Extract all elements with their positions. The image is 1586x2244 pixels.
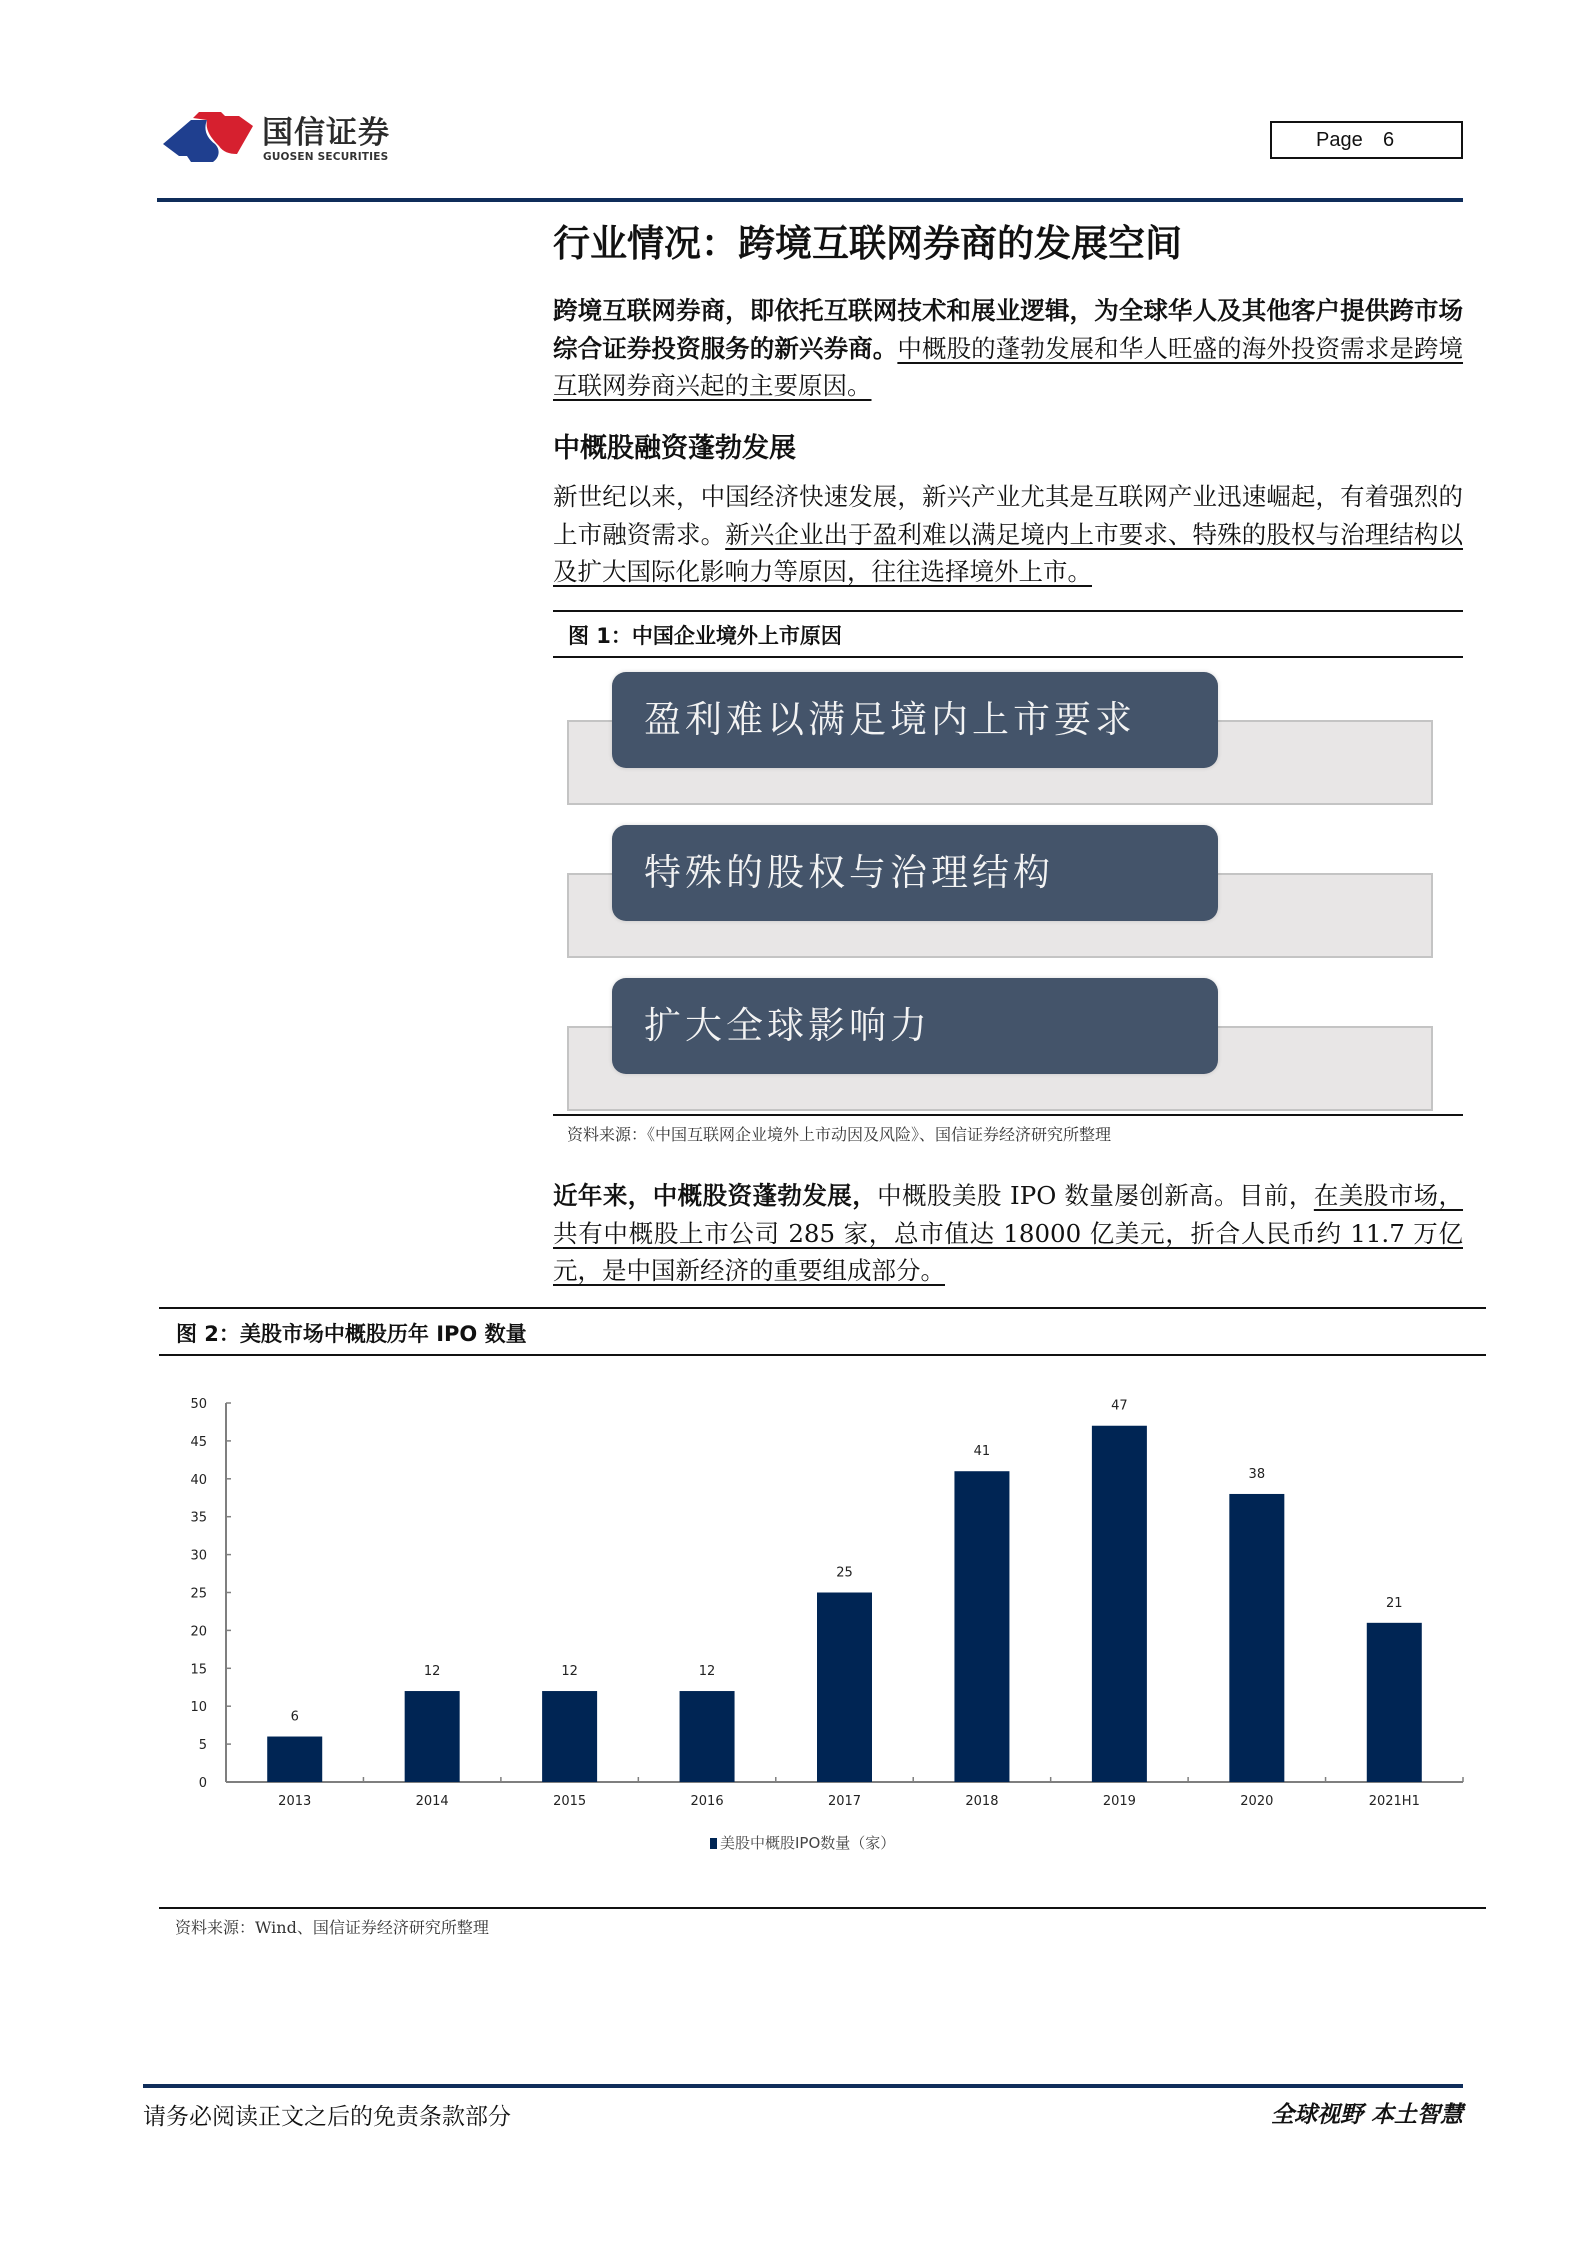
intro-paragraph [553,292,1463,405]
legend-label: 美股中概股IPO数量（家） [720,1834,896,1852]
bar [405,1691,460,1782]
chart-legend [710,1832,895,1853]
page-indicator [1270,121,1463,159]
figure1-source: 资料来源：《中国互联网企业境外上市动因及风险》、国信证券经济研究所整理 [567,1125,1112,1144]
ipo-plain-text: 中概股美股 IPO 数量屡创新高。目前， [877,1181,1314,1210]
legend-swatch [710,1838,717,1849]
section-plain-text: 新世纪以来，中国经济快速发展，新兴产业尤其是互联网产业迅速崛起，有着强烈的上市融资需求。 [553,482,1463,549]
section-paragraph [553,478,1463,591]
figure1-title-rule [553,656,1463,658]
intro-bold-text: 跨境互联网券商，即依托互联网技术和展业逻辑，为全球华人及其他客户提供跨市场综合证券投资服务的新兴券商。 [553,296,1463,363]
bar [954,1471,1009,1782]
y-tick-label: 25 [190,1586,207,1602]
bar [1229,1494,1284,1782]
bar-value-label: 38 [1248,1466,1266,1482]
bar-value-label: 47 [1111,1398,1128,1414]
bar [1367,1623,1422,1782]
bar-value-label: 25 [836,1565,853,1581]
figure2-top-rule [159,1307,1486,1309]
bar-value-label: 21 [1386,1595,1403,1611]
page-number: 6 [1383,129,1395,151]
bar-value-label: 12 [561,1664,578,1680]
y-tick-label: 50 [190,1397,207,1412]
x-tick-label: 2018 [965,1794,999,1809]
bar [1092,1426,1147,1782]
y-tick-label: 5 [198,1738,207,1754]
section-heading: 中概股融资蓬勃发展 [553,433,796,464]
logo-text-en: GUOSEN SECURITIES [263,151,389,163]
intro-underlined-text: 中概股的蓬勃发展和华人旺盛的海外投资需求是跨境互联网券商兴起的主要原因。 [553,333,1464,400]
x-tick-label: 2021H1 [1368,1794,1420,1809]
x-tick-label: 2013 [278,1794,312,1809]
figure1-top-rule [553,610,1463,612]
ipo-underlined-text: 在美股市场，共有中概股上市公司 285 家，总市值达 18000 亿美元，折合人民币约 11.7 万亿元，是中国新经济的重要组成部分。 [553,1181,1464,1285]
figure1-bottom-rule [553,1114,1463,1116]
x-tick-label: 2017 [827,1794,862,1809]
bar-value-label: 12 [698,1664,716,1680]
figure2-title-rule [159,1354,1486,1356]
y-tick-label: 45 [190,1434,207,1450]
figure1-title: 图 1：中国企业境外上市原因 [568,624,842,648]
footer-rule [143,2084,1463,2088]
ipo-bold-text: 近年来，中概股资蓬勃发展， [553,1181,878,1210]
y-tick-label: 0 [198,1776,207,1791]
section-underlined-text: 新兴企业出于盈利难以满足境内上市要求、特殊的股权与治理结构以及扩大国际化影响力等原因，往往选择境外上市。 [553,519,1464,586]
figure2-bottom-rule [159,1907,1486,1909]
bar-value-label: 12 [423,1664,441,1680]
logo-text-cn: 国信证券 [262,115,390,151]
y-tick-label: 40 [190,1472,207,1488]
page-title: 行业情况：跨境互联网券商的发展空间 [553,221,1182,265]
page-label: Page [1316,129,1363,151]
guosen-logo-icon [163,112,255,162]
bar-value-label: 6 [290,1709,299,1725]
ipo-paragraph [553,1177,1463,1290]
x-tick-label: 2019 [1102,1794,1136,1809]
x-tick-label: 2014 [415,1794,449,1809]
footer-disclaimer: 请务必阅读正文之后的免责条款部分 [143,2104,511,2130]
bar-value-label: 41 [973,1444,991,1460]
reason-row-2: 特殊的股权与治理结构 [612,825,1218,921]
y-tick-label: 20 [190,1624,207,1640]
bar [817,1593,872,1783]
figure2-source: 资料来源：Wind、国信证券经济研究所整理 [175,1918,489,1937]
header-rule [157,198,1463,202]
bar [680,1691,735,1782]
y-tick-label: 10 [190,1700,207,1716]
chart-canvas [160,1380,1480,1820]
x-tick-label: 2016 [690,1794,724,1809]
x-tick-label: 2020 [1240,1794,1274,1809]
reason-row-1: 盈利难以满足境内上市要求 [612,672,1218,768]
y-tick-label: 35 [190,1510,207,1526]
footer-slogan: 全球视野 本土智慧 [1270,2101,1463,2128]
figure2-title: 图 2：美股市场中概股历年 IPO 数量 [176,1322,527,1346]
x-tick-label: 2015 [553,1794,587,1809]
bar [267,1737,322,1782]
y-tick-label: 30 [190,1548,207,1564]
bar [542,1691,597,1782]
ipo-bar-chart [160,1380,1480,1860]
reason-row-3: 扩大全球影响力 [612,978,1218,1074]
y-tick-label: 15 [190,1662,207,1678]
